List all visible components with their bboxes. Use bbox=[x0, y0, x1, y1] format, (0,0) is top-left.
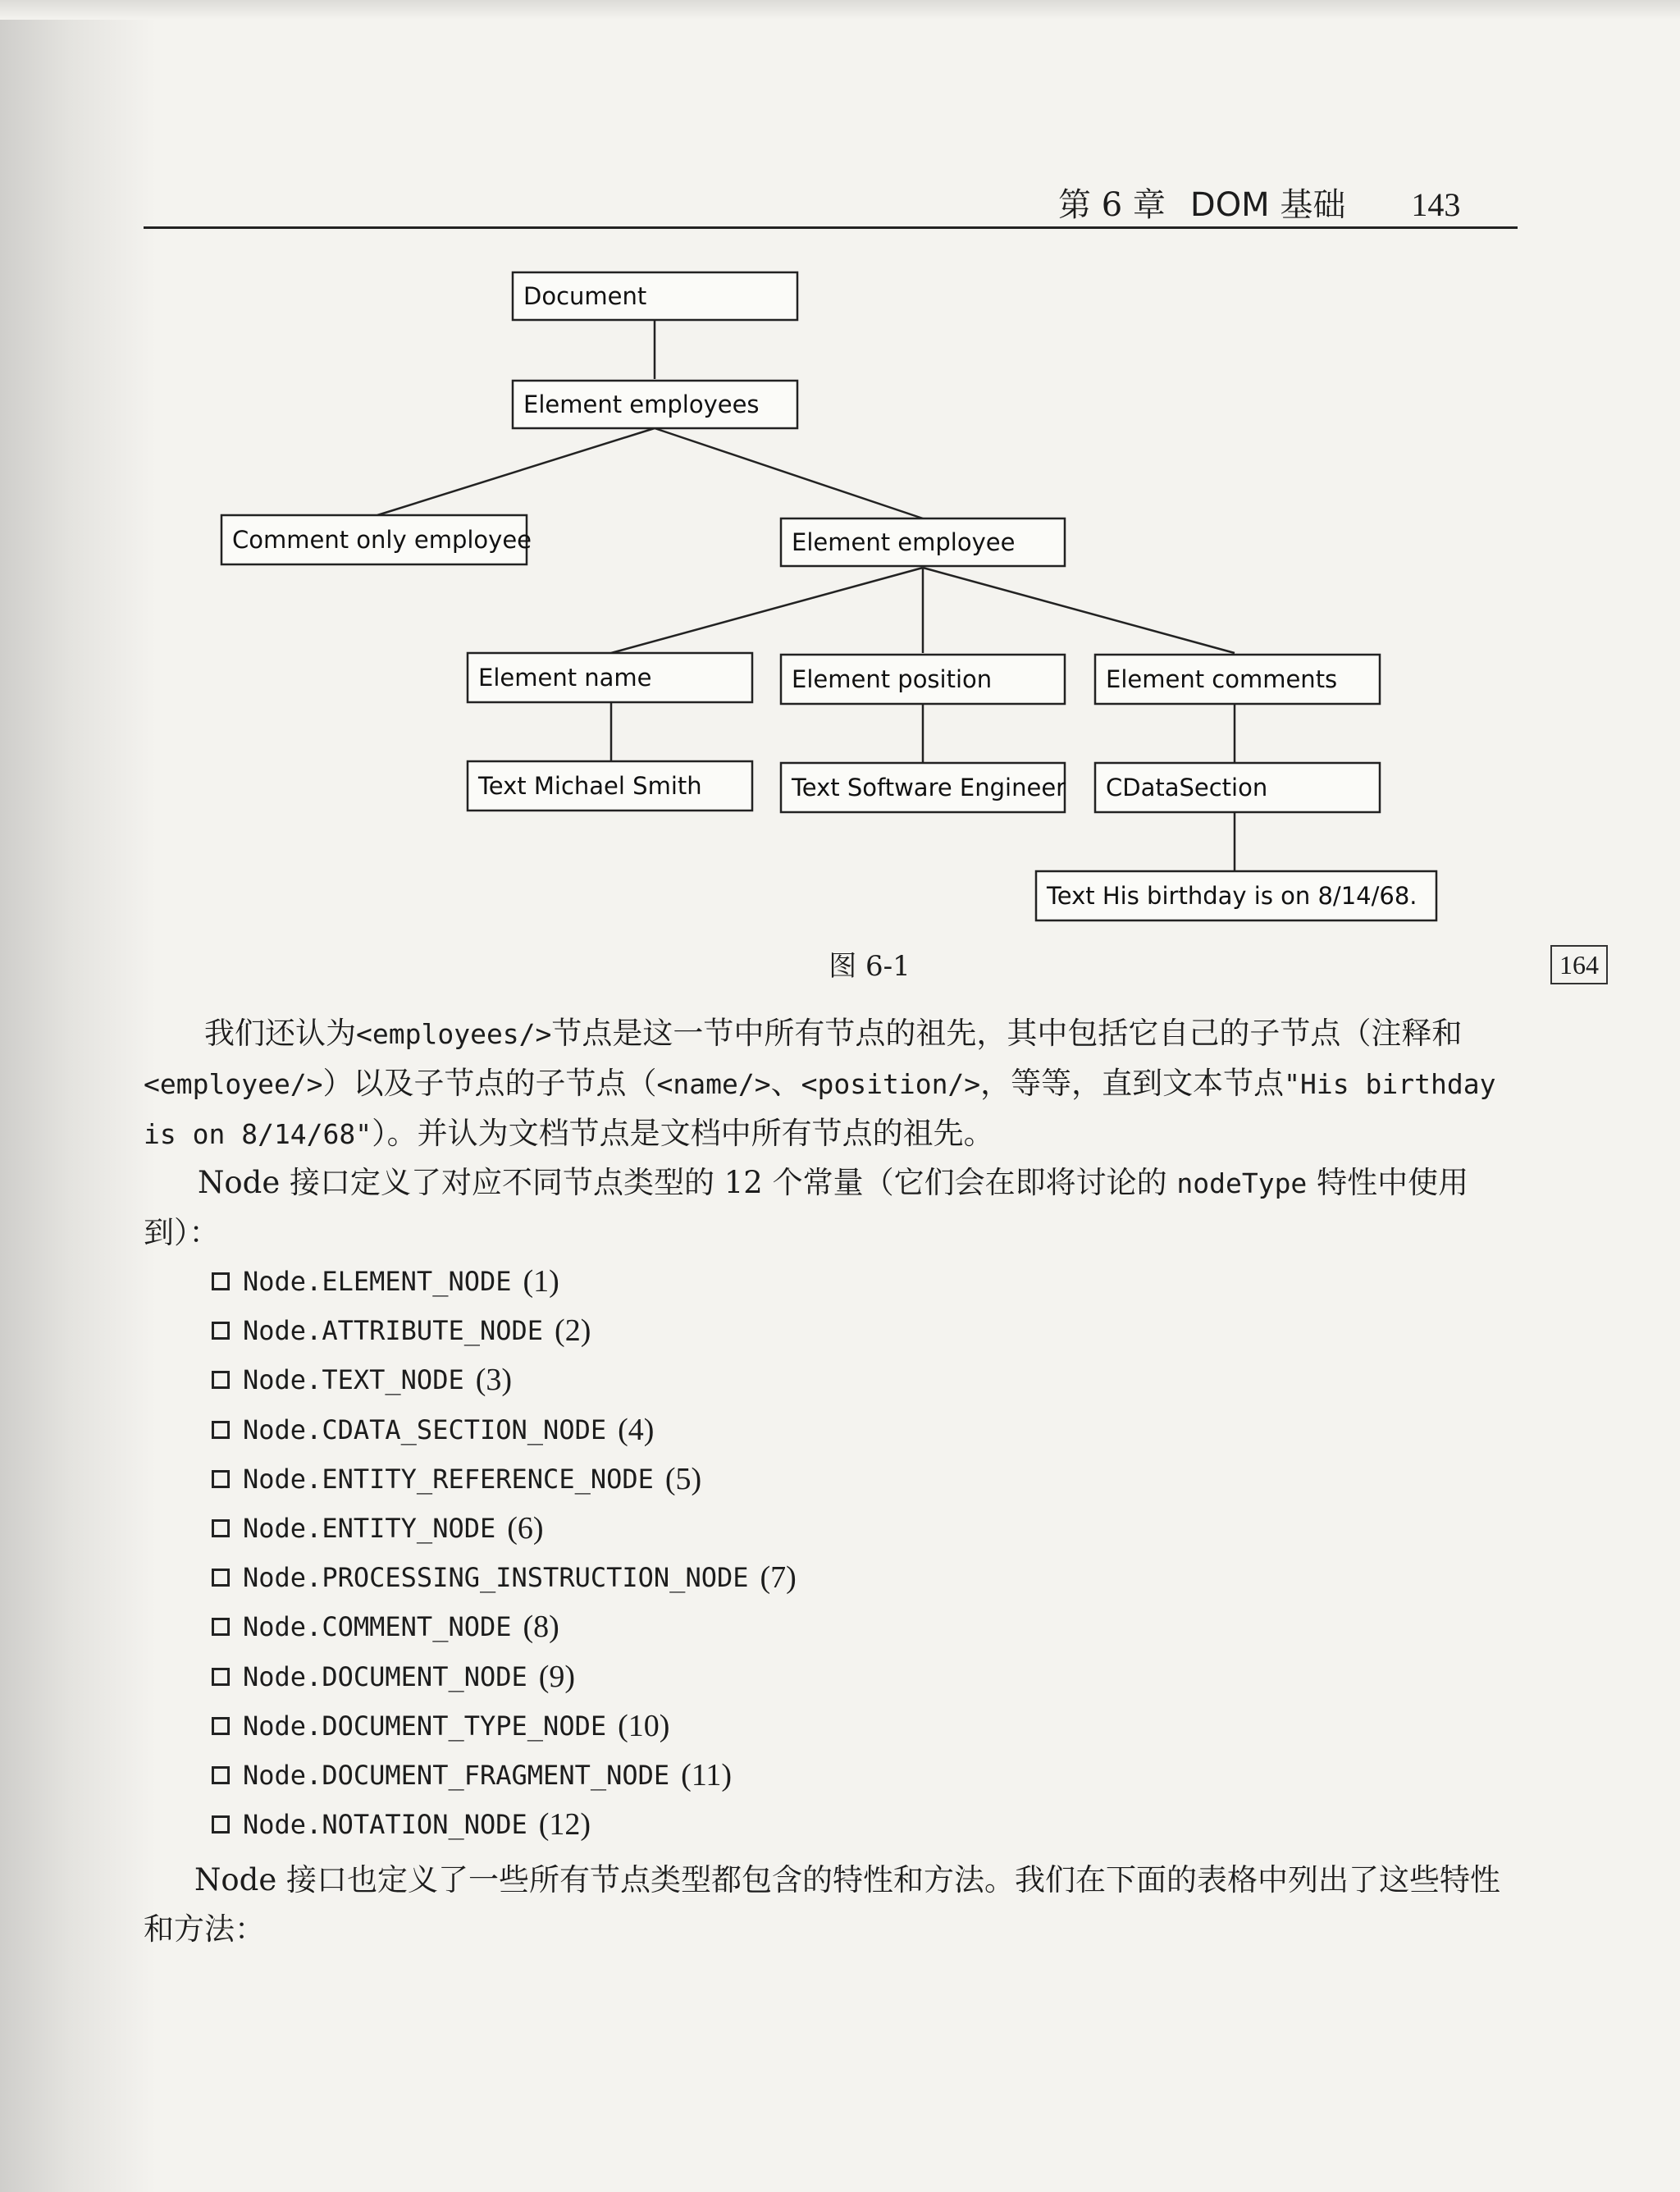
checkbox-bullet-icon bbox=[212, 1717, 230, 1735]
node-element-employee bbox=[781, 518, 1065, 566]
chapter-title: DOM 基础 bbox=[1189, 186, 1346, 224]
checkbox-bullet-icon bbox=[212, 1668, 230, 1686]
constant-value: (12) bbox=[538, 1807, 591, 1843]
constant-item bbox=[212, 1602, 1442, 1651]
constant-value: (5) bbox=[664, 1461, 702, 1496]
svg-text:Document: Document bbox=[523, 282, 647, 310]
constant-name: Node.COMMENT_NODE bbox=[243, 1611, 512, 1643]
paragraph-ancestors: 我们还认为<employees/>节点是这一节中所有节点的祖先，其中包括它自己的子节点（注释和<employee/>）以及子节点的子节点（<name/>、<position/>，等等，直到文本节点"His birthday is on 8/14/68"）。并认为文档节点是文档中所有节点的祖先。 bbox=[144, 1016, 1496, 1151]
figure-caption: 图 6-1 bbox=[829, 950, 911, 983]
edge-employees-comment bbox=[377, 428, 655, 515]
constant-value: (6) bbox=[507, 1511, 544, 1546]
constant-value: (1) bbox=[523, 1264, 559, 1299]
constant-value: (10) bbox=[618, 1708, 670, 1743]
checkbox-bullet-icon bbox=[212, 1272, 230, 1290]
constant-value: (8) bbox=[523, 1610, 559, 1645]
constant-item bbox=[212, 1405, 1442, 1454]
node-comment bbox=[221, 515, 532, 564]
checkbox-bullet-icon bbox=[212, 1815, 230, 1834]
constant-value: (2) bbox=[555, 1313, 591, 1349]
constant-value: (7) bbox=[760, 1560, 797, 1596]
svg-text:Element comments: Element comments bbox=[1106, 665, 1338, 693]
constant-item bbox=[212, 1306, 1442, 1355]
paragraph-properties-intro: Node 接口也定义了一些所有节点类型都包含的特性和方法。我们在下面的表格中列出了这些特性和方法： bbox=[144, 1862, 1500, 1947]
checkbox-bullet-icon bbox=[212, 1421, 230, 1439]
constant-item bbox=[212, 1701, 1442, 1751]
svg-text:Element employee: Element employee bbox=[792, 528, 1016, 556]
constant-item bbox=[212, 1355, 1442, 1404]
chapter-label: 第 6 章 bbox=[1058, 186, 1166, 224]
margin-page-reference: 164 bbox=[1550, 945, 1608, 984]
constant-name: Node.ENTITY_REFERENCE_NODE bbox=[243, 1463, 654, 1495]
constant-value: (4) bbox=[618, 1412, 655, 1447]
svg-text:Element position: Element position bbox=[792, 665, 993, 693]
checkbox-bullet-icon bbox=[212, 1322, 230, 1340]
svg-text:Text Michael Smith: Text Michael Smith bbox=[478, 772, 702, 800]
constant-name: Node.TEXT_NODE bbox=[243, 1364, 464, 1396]
svg-text:Text Software Engineer: Text Software Engineer bbox=[792, 774, 1066, 801]
constant-item bbox=[212, 1751, 1442, 1800]
checkbox-bullet-icon bbox=[212, 1569, 230, 1587]
constant-name: Node.DOCUMENT_FRAGMENT_NODE bbox=[243, 1759, 670, 1791]
node-type-constants-list bbox=[212, 1257, 1442, 1849]
node-element-employees bbox=[513, 381, 797, 428]
paragraph-node-constants-intro: Node 接口定义了对应不同节点类型的 12 个常量（它们会在即将讨论的 nodeType 特性中使用到）： bbox=[144, 1165, 1469, 1250]
svg-text:Text His birthday is on 8/14/6: Text His birthday is on 8/14/68. bbox=[1047, 882, 1418, 910]
svg-text:CDataSection: CDataSection bbox=[1106, 774, 1268, 801]
constant-name: Node.PROCESSING_INSTRUCTION_NODE bbox=[243, 1562, 749, 1594]
constant-value: (3) bbox=[475, 1363, 513, 1398]
constant-value: (9) bbox=[538, 1659, 576, 1694]
node-text-name bbox=[468, 761, 752, 811]
node-cdata-section bbox=[1095, 763, 1380, 812]
dom-tree-diagram bbox=[0, 0, 1680, 935]
constant-name: Node.CDATA_SECTION_NODE bbox=[243, 1413, 607, 1445]
checkbox-bullet-icon bbox=[212, 1470, 230, 1488]
edge-employees-employee bbox=[655, 428, 923, 518]
page-number: 143 bbox=[1411, 186, 1461, 223]
constant-item bbox=[212, 1652, 1442, 1701]
svg-text:Element name: Element name bbox=[478, 664, 652, 692]
svg-text:Comment only employee: Comment only employee bbox=[232, 526, 532, 554]
checkbox-bullet-icon bbox=[212, 1371, 230, 1389]
constant-item bbox=[212, 1553, 1442, 1602]
constant-item bbox=[212, 1257, 1442, 1306]
checkbox-bullet-icon bbox=[212, 1618, 230, 1636]
constant-name: Node.DOCUMENT_TYPE_NODE bbox=[243, 1710, 607, 1742]
node-text-position bbox=[781, 763, 1066, 812]
node-text-birthday bbox=[1036, 871, 1436, 920]
constant-name: Node.ELEMENT_NODE bbox=[243, 1266, 512, 1298]
node-document bbox=[513, 272, 797, 320]
node-element-name bbox=[468, 653, 752, 702]
checkbox-bullet-icon bbox=[212, 1766, 230, 1784]
svg-text:Element employees: Element employees bbox=[523, 390, 760, 418]
constant-item bbox=[212, 1454, 1442, 1504]
edge-employee-comments bbox=[923, 568, 1235, 653]
constant-value: (11) bbox=[681, 1757, 733, 1792]
checkbox-bullet-icon bbox=[212, 1519, 230, 1537]
constant-name: Node.NOTATION_NODE bbox=[243, 1809, 527, 1841]
constant-name: Node.DOCUMENT_NODE bbox=[243, 1660, 527, 1692]
edge-employee-name bbox=[611, 568, 923, 653]
node-element-comments bbox=[1095, 655, 1380, 704]
constant-name: Node.ENTITY_NODE bbox=[243, 1513, 496, 1545]
constant-item bbox=[212, 1800, 1442, 1849]
constant-item bbox=[212, 1504, 1442, 1553]
constant-name: Node.ATTRIBUTE_NODE bbox=[243, 1315, 544, 1347]
node-element-position bbox=[781, 655, 1065, 704]
